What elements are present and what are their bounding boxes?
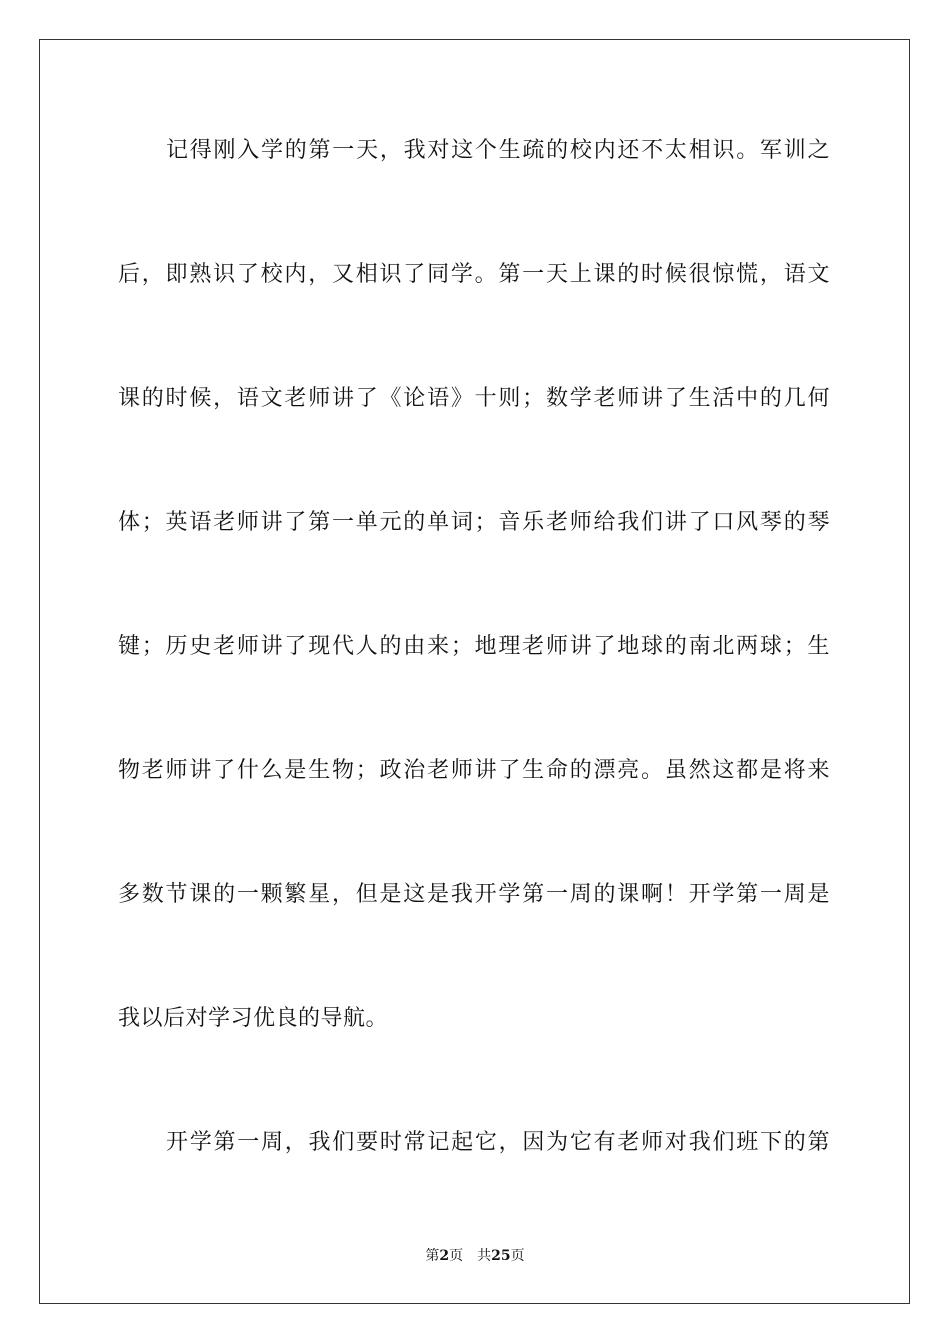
footer-page-suffix: 页	[449, 1248, 464, 1264]
paragraph-line: 键；历史老师讲了现代人的由来；地理老师讲了地球的南北两球；生	[118, 634, 830, 659]
paragraph-line: 体；英语老师讲了第一单元的单词；音乐老师给我们讲了口风琴的琴	[118, 510, 830, 535]
paragraph-line: 多数节课的一颗繁星，但是这是我开学第一周的课啊！开学第一周是	[118, 882, 830, 907]
paragraph-line: 记得刚入学的第一天，我对这个生疏的校内还不太相识。军训之	[166, 138, 830, 163]
paragraph-line: 我以后对学习优良的导航。	[118, 1006, 389, 1031]
page-footer	[0, 1247, 950, 1265]
page-border	[39, 39, 910, 1304]
footer-total-pages: 25	[491, 1248, 511, 1264]
paragraph-line: 开学第一周，我们要时常记起它，因为它有老师对我们班下的第	[166, 1130, 830, 1155]
footer-total-suffix: 页	[510, 1248, 525, 1264]
footer-total-prefix: 共	[477, 1248, 492, 1264]
footer-page-number: 2	[439, 1248, 450, 1264]
paragraph-line: 物老师讲了什么是生物；政治老师讲了生命的漂亮。虽然这都是将来	[118, 758, 830, 783]
paragraph-line: 课的时候，语文老师讲了《论语》十则；数学老师讲了生活中的几何	[118, 386, 830, 411]
paragraph-line: 后，即熟识了校内，又相识了同学。第一天上课的时候很惊慌，语文	[118, 262, 830, 287]
footer-page-prefix: 第	[425, 1248, 440, 1264]
